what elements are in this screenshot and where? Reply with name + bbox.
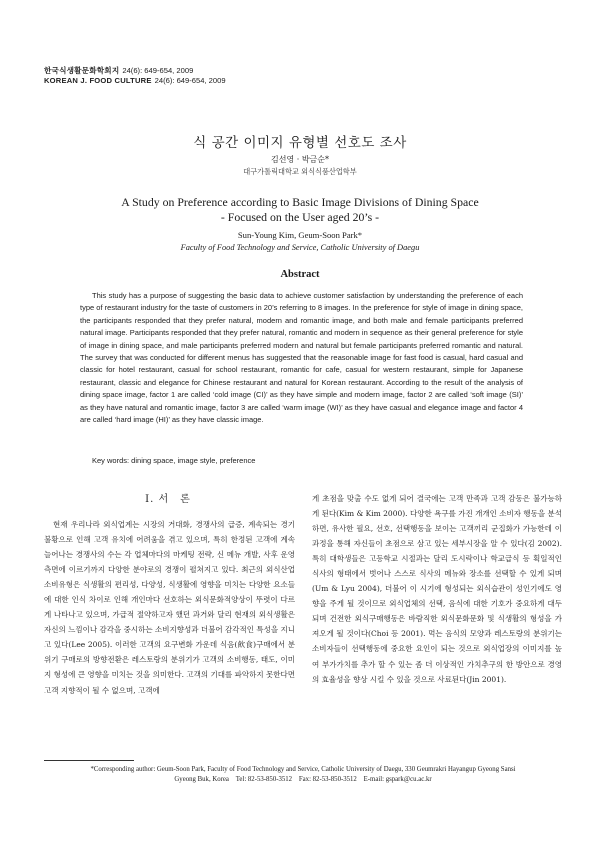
abstract-heading: Abstract — [280, 269, 320, 280]
section-heading-introduction: I. 서 론 — [145, 494, 191, 505]
paper-title-english — [0, 195, 600, 225]
paper-title-korean: 식 공간 이미지 유형별 선호도 조사 — [193, 135, 407, 151]
journal-volume-en: 24(6): 649-654, 2009 — [154, 76, 226, 85]
corresponding-author-footnote — [44, 765, 562, 784]
authors-korean: 김선영 · 박금순* — [271, 155, 329, 164]
journal-header — [44, 66, 226, 86]
journal-name-en: KOREAN J. FOOD CULTURE — [44, 76, 152, 85]
journal-volume-ko: 24(6): 649-654, 2009 — [122, 66, 194, 75]
footnote-line-2: Gyeong Buk, Korea Tel: 82-53-850-3512 Fax: 82-53-850-3512 E-mail: gspark@cu.ac.kr — [174, 775, 432, 783]
footnote-divider — [44, 760, 134, 761]
affiliation-korean: 대구가톨릭대학교 외식식품산업학부 — [243, 167, 357, 176]
abstract-body: This study has a purpose of suggesting the basic data to achieve customer satisfaction by understanding the preference of each type of restaurant industry for the taste of customers in 20’s referring to 8 images. In the preference for style of image in dining space, the participants responded that they prefer natural, modern and romantic image, and both male and female participants preferred natural image. Participants responded that they prefer natural, romantic and modern in sequence as their general preference for style of image in dining space, and male participants preferred modern and natural but female participants preferred romantic and natural. The survey that was conducted for different menus has suggested that the reasonable image for fast food is casual, hard casual and classic for hotel restaurant, casual for school restaurant, romantic for cafe, casual for western restaurant, simple for Japanese restaurant, classic and elegance for Chinese restaurant and natural for Korean restaurant. According to the result of the analysis of dining space image, factor 1 are called ‘cold image (CI)’ as they have simple and modern image, factor 2 are called ‘soft image (SI)’ as they have natural and romantic image, factor 3 are called ‘warm image (WI)’ as they have casual and elegance image and factor 4 are called ‘hard image (HI)’ as they have classic image. — [80, 291, 523, 425]
body-column-left: 현재 우리나라 외식업계는 시장의 거대화, 경쟁사의 급증, 계속되는 경기 불황으로 인해 고객 유치에 어려움을 겪고 있으며, 특히 한정된 고객에 계속 늘어나는 경쟁사의 수는 각 업체마다의 마케팅 전략, 신 메뉴 개발, 사후 운영측면에 이르기까지 다양한 분야로의 경쟁이 펼쳐지고 있다. 최근의 외식산업 소비유형은 식생활의 편리성, 다양성, 식생활에 영향을 미치는 다양한 요소들에 대한 인식 차이로 인해 개인마다 선호하는 외식문화적양상이 뚜렷이 다르게 나타나고 있으며, 가급적 절약하고자 했던 과거와 달리 현재의 외식생활은 자신의 느낌이나 감각을 중시하는 소비지향성과 더불어 감각적인 특성을 지니고 있다(Lee 2005). 이러한 고객의 요구변화 가운데 식음(飮食)구매에서 분위기 구매로의 방향전환은 레스토랑의 분위기가 고객의 소비행동, 태도, 이미지 형성에 큰 영향을 미치는 것을 의미한다. 고객의 기대를 파악하지 못한다면 고객 지향적이 될 수 없으며, 고객에 — [44, 520, 295, 695]
title-en-line-2: - Focused on the User aged 20’s - — [220, 210, 380, 224]
keywords — [92, 456, 255, 465]
journal-line-ko — [44, 66, 226, 76]
affiliation-english: Faculty of Food Technology and Service, Catholic University of Daegu — [180, 243, 420, 252]
keywords-label: Key words — [92, 456, 128, 465]
journal-line-en — [44, 76, 226, 86]
footnote-line-1: *Corresponding author: Geum-Soon Park, Faculty of Food Technology and Service, Catholic University of Daegu, 330 Geumrakri Hayangup Gyeong Sansi — [90, 766, 516, 773]
journal-name-ko: 한국식생활문화학회지 — [44, 66, 120, 75]
keywords-text: : dining space, image style, preference — [127, 456, 256, 465]
authors-english: Sun-Young Kim, Geum-Soon Park* — [237, 230, 363, 240]
title-en-line-1: A Study on Preference according to Basic Image Divisions of Dining Space — [121, 195, 479, 209]
body-column-right: 게 초점을 맞출 수도 없게 되어 결국에는 고객 만족과 고객 감동은 불가능하게 된다(Kim & Kim 2000). 다양한 욕구를 가진 개개인 소비자 행동을 분석하면, 유사한 필요, 선호, 선택행동을 보이는 고객끼리 군집화가 가능한데 이 과정을 통해 자신들이 초점으로 삼고 있는 세부시장을 알 수 있다(김 2002). 특히 대학생들은 고등학교 시절과는 달리 도시락이나 학교급식 등 획일적인 식사의 형태에서 벗어나 스스로 식사의 메뉴와 장소를 선택할 수 있게 되며(Um & Lyu 2004), 더불어 이 시기에 형성되는 외식습관이 성인기에도 영향을 주게 될 것이므로 외식업체의 선택, 음식에 대한 기호가 중요하게 대두되며 건전한 외식구매행동은 바람직한 외식문화문화 및 식생활의 형성을 가져오게 될 것이다(Choi 등 2001). 먹는 음식의 모양과 레스토랑의 분위기는 소비자들이 선택행동에 중요한 요인이 되는 것으로 외식업장의 이미지를 높여 부가가치를 추가 할 수 있는 좀 더 이상적인 가치추구의 한 방안으로 경영의 효율성을 향상 시킬 수 있을 것으로 사료된다(Jin 2001). — [312, 494, 562, 684]
